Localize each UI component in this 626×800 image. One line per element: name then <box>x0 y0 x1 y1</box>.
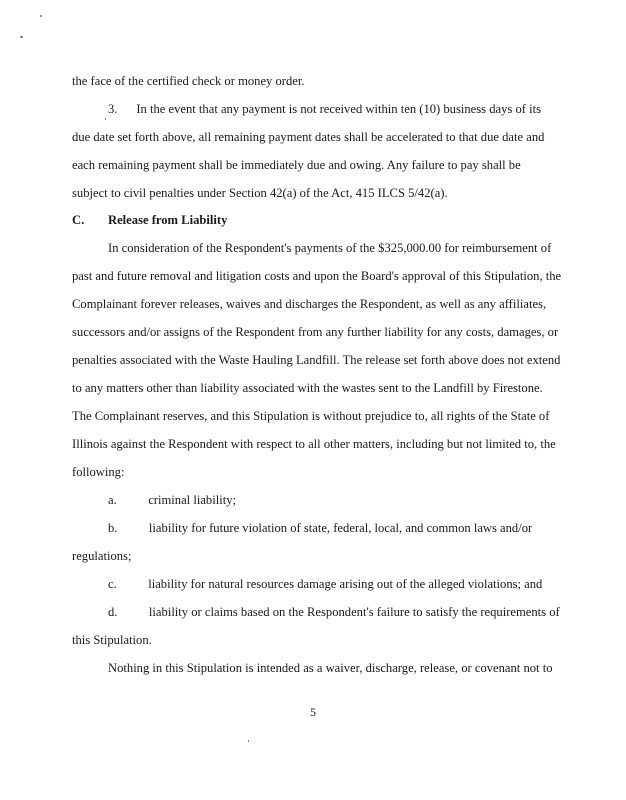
scan-speck <box>20 36 23 38</box>
body-text-line: the face of the certified check or money order. <box>72 74 305 88</box>
list-item-c: c. liability for natural resources damage arising out of the alleged violations; and <box>108 577 543 591</box>
body-text-line: following: <box>72 465 125 479</box>
body-text-line: to any matters other than liability associated with the wastes sent to the Landfill by Firestone. <box>72 381 543 395</box>
body-text-line: penalties associated with the Waste Hauling Landfill. The release set forth above does not extend <box>72 353 561 367</box>
scan-speck <box>248 740 249 742</box>
body-text-line: subject to civil penalties under Section 42(a) of the Act, 415 ILCS 5/42(a). <box>72 186 448 200</box>
list-item-b-continuation: regulations; <box>72 549 132 563</box>
body-text-line: due date set forth above, all remaining payment dates shall be accelerated to that due date and <box>72 130 545 144</box>
paragraph-3-first-line: 3. In the event that any payment is not received within ten (10) business days of its <box>108 102 541 116</box>
list-item-d-continuation: this Stipulation. <box>72 633 152 647</box>
section-heading: Release from Liability <box>108 213 228 227</box>
paragraph-first-line: In consideration of the Respondent's payments of the $325,000.00 for reimbursement of <box>108 241 552 255</box>
body-text-line: The Complainant reserves, and this Stipulation is without prejudice to, all rights of the State of <box>72 409 550 423</box>
body-text-line: Complainant forever releases, waives and discharges the Respondent, as well as any affiliates, <box>72 297 547 311</box>
paragraph-first-line: Nothing in this Stipulation is intended as a waiver, discharge, release, or covenant not to <box>108 661 553 675</box>
section-letter: C. <box>72 213 85 227</box>
scan-speck <box>105 118 106 120</box>
body-text-line: Illinois against the Respondent with respect to all other matters, including but not limited to, the <box>72 437 556 451</box>
body-text-line: successors and/or assigns of the Respondent from any further liability for any costs, damages, or <box>72 325 559 339</box>
page-number: 5 <box>310 705 316 719</box>
body-text-line: past and future removal and litigation costs and upon the Board's approval of this Stipulation, the <box>72 269 562 283</box>
list-item-d: d. liability or claims based on the Respondent's failure to satisfy the requirements of <box>108 605 560 619</box>
scan-speck <box>40 15 42 17</box>
list-item-a: a. criminal liability; <box>108 493 237 507</box>
body-text-line: each remaining payment shall be immediately due and owing. Any failure to pay shall be <box>72 158 521 172</box>
list-item-b: b. liability for future violation of state, federal, local, and common laws and/or <box>108 521 533 535</box>
